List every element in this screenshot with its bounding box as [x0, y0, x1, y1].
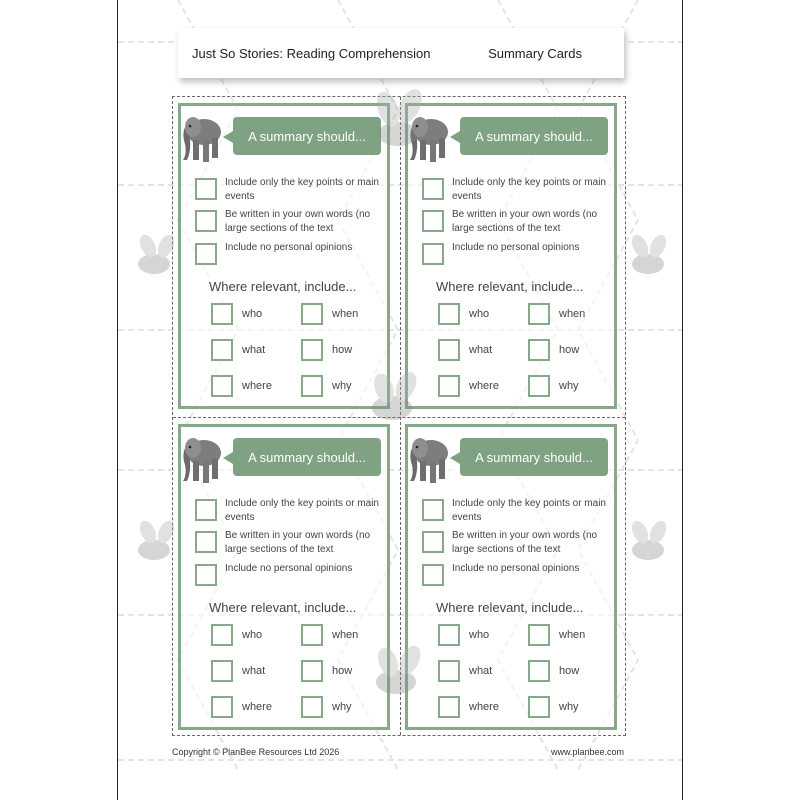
footer-website[interactable]: www.planbee.com — [550, 747, 624, 757]
bee-icon — [358, 644, 438, 704]
question-what — [211, 339, 265, 361]
question-why — [528, 375, 579, 397]
criterion-text: Include only the key points or main events — [452, 177, 606, 202]
checkbox[interactable] — [301, 303, 323, 325]
page-header — [178, 28, 624, 78]
question-where — [211, 375, 272, 397]
checkbox[interactable] — [422, 210, 444, 232]
bee-icon — [618, 232, 678, 282]
elephant-icon — [406, 431, 450, 485]
question-label: who — [242, 308, 263, 320]
checkbox[interactable] — [301, 624, 323, 646]
question-who — [211, 624, 262, 646]
header-subtitle: Summary Cards — [488, 45, 582, 61]
criterion-text: Include no personal opinions — [225, 242, 353, 253]
worksheet-page — [117, 0, 683, 800]
checkbox[interactable] — [211, 624, 233, 646]
where-relevant-label: Where relevant, include... — [209, 279, 357, 294]
question-who — [211, 303, 262, 325]
criterion-item — [422, 531, 612, 557]
elephant-icon — [179, 110, 223, 164]
criterion-item — [195, 210, 385, 236]
checkbox[interactable] — [438, 696, 460, 718]
question-why — [528, 696, 579, 718]
criterion-item — [422, 243, 612, 265]
criterion-text: Be written in your own words (no large sections of the text — [452, 209, 598, 234]
checkbox[interactable] — [438, 375, 460, 397]
question-how — [528, 339, 579, 361]
bee-icon — [358, 84, 438, 164]
question-why — [301, 696, 352, 718]
question-label: who — [469, 629, 490, 641]
question-how — [301, 339, 352, 361]
question-where — [438, 375, 499, 397]
checkbox[interactable] — [301, 660, 323, 682]
question-what — [438, 339, 492, 361]
footer-copyright: Copyright © PlanBee Resources Ltd 2026 — [172, 747, 340, 757]
bubble-label: A summary should... — [248, 449, 366, 465]
header-title: Just So Stories: Reading Comprehension — [192, 45, 431, 61]
question-label: how — [559, 344, 580, 356]
criterion-item — [422, 210, 612, 236]
where-relevant-label: Where relevant, include... — [436, 600, 584, 615]
question-how — [301, 660, 352, 682]
summary-heading-bubble — [460, 117, 608, 155]
question-label: what — [469, 344, 493, 356]
criterion-item — [195, 499, 385, 525]
question-when — [301, 303, 358, 325]
checkbox[interactable] — [422, 178, 444, 200]
checkbox[interactable] — [195, 178, 217, 200]
checkbox[interactable] — [422, 531, 444, 553]
question-who — [438, 624, 489, 646]
where-relevant-label: Where relevant, include... — [436, 279, 584, 294]
bee-icon — [126, 518, 186, 568]
checkbox[interactable] — [301, 696, 323, 718]
checkbox[interactable] — [301, 339, 323, 361]
criterion-text: Include only the key points or main events — [225, 498, 379, 523]
question-label: who — [469, 308, 490, 320]
criterion-text: Include no personal opinions — [225, 563, 353, 574]
question-label: where — [469, 380, 499, 392]
question-label: when — [559, 629, 586, 641]
checkbox[interactable] — [422, 564, 444, 586]
question-label: why — [559, 701, 579, 713]
question-how — [528, 660, 579, 682]
question-when — [528, 303, 585, 325]
question-label: what — [242, 344, 266, 356]
question-label: when — [559, 308, 586, 320]
checkbox[interactable] — [195, 564, 217, 586]
checkbox[interactable] — [528, 303, 550, 325]
bee-icon — [618, 518, 678, 568]
bee-icon — [126, 232, 186, 282]
checkbox[interactable] — [528, 624, 550, 646]
question-where — [211, 696, 272, 718]
question-label: why — [559, 380, 579, 392]
criterion-text: Include no personal opinions — [452, 242, 580, 253]
criterion-text: Include only the key points or main events — [225, 177, 379, 202]
criterion-text: Be written in your own words (no large sections of the text — [225, 530, 371, 555]
checkbox[interactable] — [528, 339, 550, 361]
criterion-text: Include no personal opinions — [452, 563, 580, 574]
question-label: what — [469, 665, 493, 677]
checkbox[interactable] — [528, 696, 550, 718]
question-label: why — [332, 701, 352, 713]
question-label: when — [332, 308, 359, 320]
summary-heading-bubble — [460, 438, 608, 476]
checkbox[interactable] — [528, 375, 550, 397]
checkbox[interactable] — [195, 531, 217, 553]
question-what — [438, 660, 492, 682]
checkbox[interactable] — [301, 375, 323, 397]
bubble-label: A summary should... — [248, 128, 366, 144]
checkbox[interactable] — [211, 660, 233, 682]
checkbox[interactable] — [528, 660, 550, 682]
question-label: how — [332, 665, 353, 677]
criterion-item — [422, 499, 612, 525]
criterion-text: Include only the key points or main events — [452, 498, 606, 523]
criterion-item — [195, 564, 385, 586]
question-why — [301, 375, 352, 397]
checkbox[interactable] — [211, 339, 233, 361]
checkbox[interactable] — [438, 624, 460, 646]
question-label: where — [242, 701, 272, 713]
elephant-icon — [179, 431, 223, 485]
question-label: when — [332, 629, 359, 641]
checkbox[interactable] — [422, 243, 444, 265]
question-who — [438, 303, 489, 325]
question-where — [438, 696, 499, 718]
question-when — [528, 624, 585, 646]
checkbox[interactable] — [211, 303, 233, 325]
question-label: how — [332, 344, 353, 356]
checkbox[interactable] — [211, 696, 233, 718]
checkbox[interactable] — [195, 243, 217, 265]
criterion-text: Be written in your own words (no large sections of the text — [452, 530, 598, 555]
checkbox[interactable] — [211, 375, 233, 397]
question-label: where — [242, 380, 272, 392]
question-label: how — [559, 665, 580, 677]
checkbox[interactable] — [195, 499, 217, 521]
bubble-label: A summary should... — [475, 449, 593, 465]
question-label: what — [242, 665, 266, 677]
criterion-item — [422, 564, 612, 586]
checkbox[interactable] — [438, 660, 460, 682]
checkbox[interactable] — [438, 339, 460, 361]
checkbox[interactable] — [438, 303, 460, 325]
question-when — [301, 624, 358, 646]
checkbox[interactable] — [422, 499, 444, 521]
criterion-item — [195, 531, 385, 557]
checkbox[interactable] — [195, 210, 217, 232]
question-label: where — [469, 701, 499, 713]
criterion-text: Be written in your own words (no large sections of the text — [225, 209, 371, 234]
question-label: who — [242, 629, 263, 641]
criterion-item — [422, 178, 612, 204]
summary-heading-bubble — [233, 438, 381, 476]
bee-icon — [354, 370, 434, 430]
question-what — [211, 660, 265, 682]
bubble-label: A summary should... — [475, 128, 593, 144]
criterion-item — [195, 243, 385, 265]
question-label: why — [332, 380, 352, 392]
criterion-item — [195, 178, 385, 204]
where-relevant-label: Where relevant, include... — [209, 600, 357, 615]
